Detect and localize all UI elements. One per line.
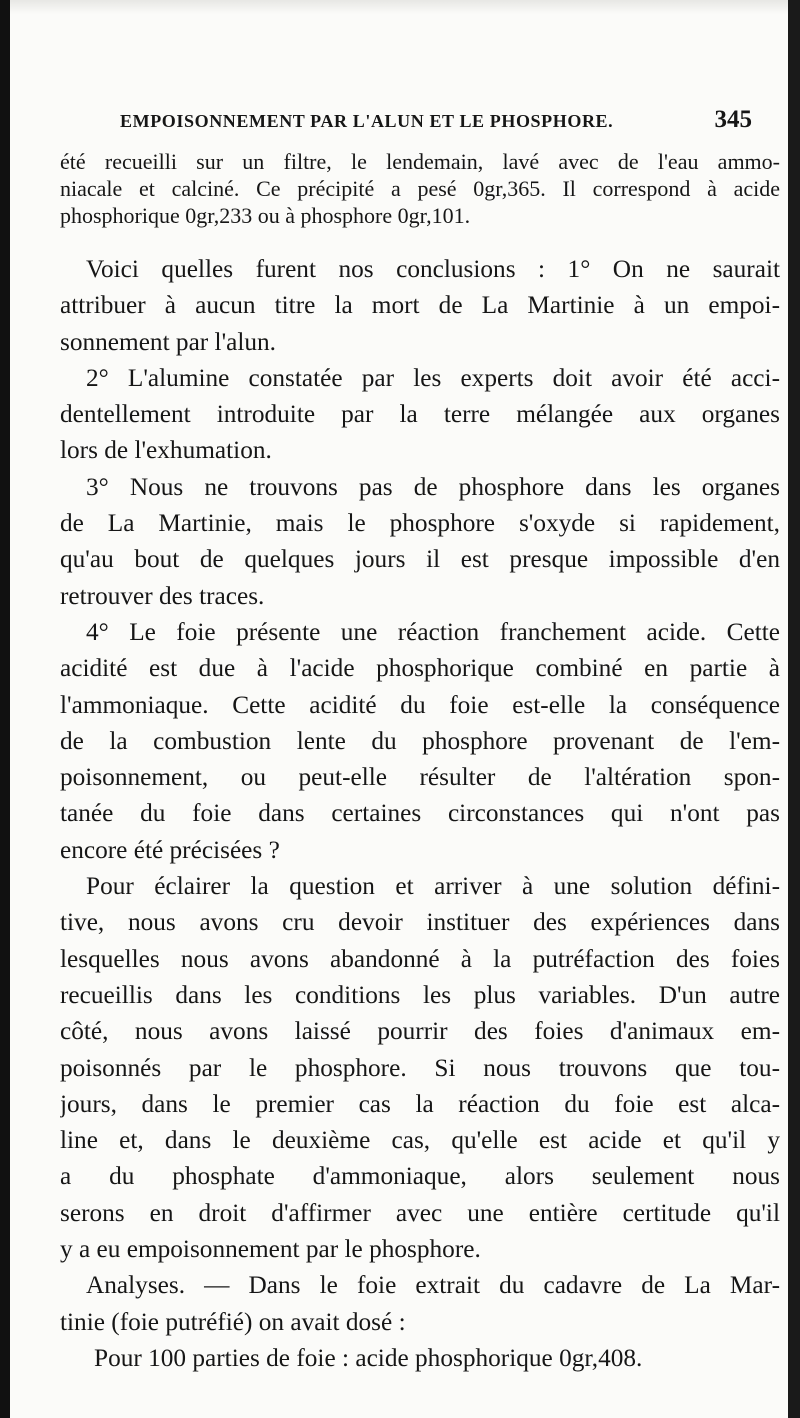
text-line: serons en droit d'affirmer avec une entière certitude qu'il	[60, 1198, 780, 1227]
text-line: poisonnés par le phosphore. Si nous trouvons que tou-	[60, 1053, 780, 1082]
text-line: Pour éclairer la question et arriver à une solution défini-	[86, 872, 780, 901]
text-line: sonnement par l'alun.	[60, 327, 277, 356]
running-head: EMPOISONNEMENT PAR L'ALUN ET LE PHOSPHORE.	[120, 111, 614, 131]
text-line: attribuer à aucun titre la mort de La Martinie à un empoi-	[60, 291, 780, 320]
text-line: été recueilli sur un filtre, le lendemain, lavé avec de l'eau ammo-	[60, 149, 780, 174]
text-line: tanée du foie dans certaines circonstances qui n'ont pas	[60, 799, 780, 828]
text-line: niacale et calciné. Ce précipité a pesé 0gr,365. Il correspond à acide	[60, 176, 780, 201]
text-line: côté, nous avons laissé pourrir des foies d'animaux em-	[60, 1017, 780, 1046]
text-line: 3° Nous ne trouvons pas de phosphore dans les organes	[86, 472, 780, 501]
scan-edge	[10, 0, 788, 14]
text-line: Voici quelles furent nos conclusions : 1° On ne saurait	[86, 255, 780, 283]
text-line: lesquelles nous avons abandonné à la putréfaction des foies	[60, 944, 780, 973]
text-line: de la combustion lente du phosphore provenant de l'em-	[60, 726, 780, 755]
text-line: de La Martinie, mais le phosphore s'oxyde si rapidement,	[60, 509, 780, 538]
text-line: tive, nous avons cru devoir instituer des expériences dans	[60, 908, 780, 937]
page-number: 345	[714, 106, 752, 133]
body-text	[60, 148, 780, 1376]
text-line: encore été précisées ?	[60, 835, 280, 864]
text-line: recueillis dans les conditions les plus variables. D'un autre	[60, 980, 780, 1009]
text-line: jours, dans le premier cas la réaction du foie est alca-	[60, 1089, 780, 1118]
text-line: y a eu empoisonnement par le phosphore.	[60, 1235, 481, 1264]
paragraph-conclusions	[60, 251, 780, 360]
text-line: phosphorique 0gr,233 ou à phosphore 0gr,101.	[60, 203, 471, 228]
text-line: retrouver des traces.	[60, 581, 265, 610]
text-line: tinie (foie putréfié) on avait dosé :	[60, 1307, 406, 1336]
text-line: Analyses. — Dans le foie extrait du cadavre de La Mar-	[86, 1271, 780, 1300]
paragraph-conclusion-2	[60, 360, 780, 469]
text-line: a du phosphate d'ammoniaque, alors seulement nous	[60, 1162, 780, 1191]
text-line: Pour 100 parties de foie : acide phosphorique 0gr,408.	[94, 1343, 643, 1372]
text-line: 4° Le foie présente une réaction franchement acide. Cette	[86, 617, 780, 646]
text-line: qu'au bout de quelques jours il est presque impossible d'en	[60, 545, 780, 574]
continuation-paragraph	[60, 148, 780, 229]
text-line: line et, dans le deuxième cas, qu'elle est acide et qu'il y	[60, 1126, 780, 1155]
paragraph-conclusion-3	[60, 469, 780, 614]
text-line: poisonnement, ou peut-elle résulter de l'altération spon-	[60, 763, 780, 792]
text-line: acidité est due à l'acide phosphorique combiné en partie à	[60, 654, 780, 683]
text-line: lors de l'exhumation.	[60, 436, 272, 465]
text-line: 2° L'alumine constatée par les experts doit avoir été acci-	[86, 363, 780, 392]
paragraph-result	[60, 1340, 780, 1376]
page-header	[120, 106, 752, 134]
text-line: l'ammoniaque. Cette acidité du foie est-elle la conséquence	[60, 690, 780, 719]
paragraph-experiments	[60, 868, 780, 1267]
paragraph-analyses	[60, 1267, 780, 1340]
text-line: dentellement introduite par la terre mélangée aux organes	[60, 400, 780, 429]
paragraph-conclusion-4	[60, 614, 780, 868]
